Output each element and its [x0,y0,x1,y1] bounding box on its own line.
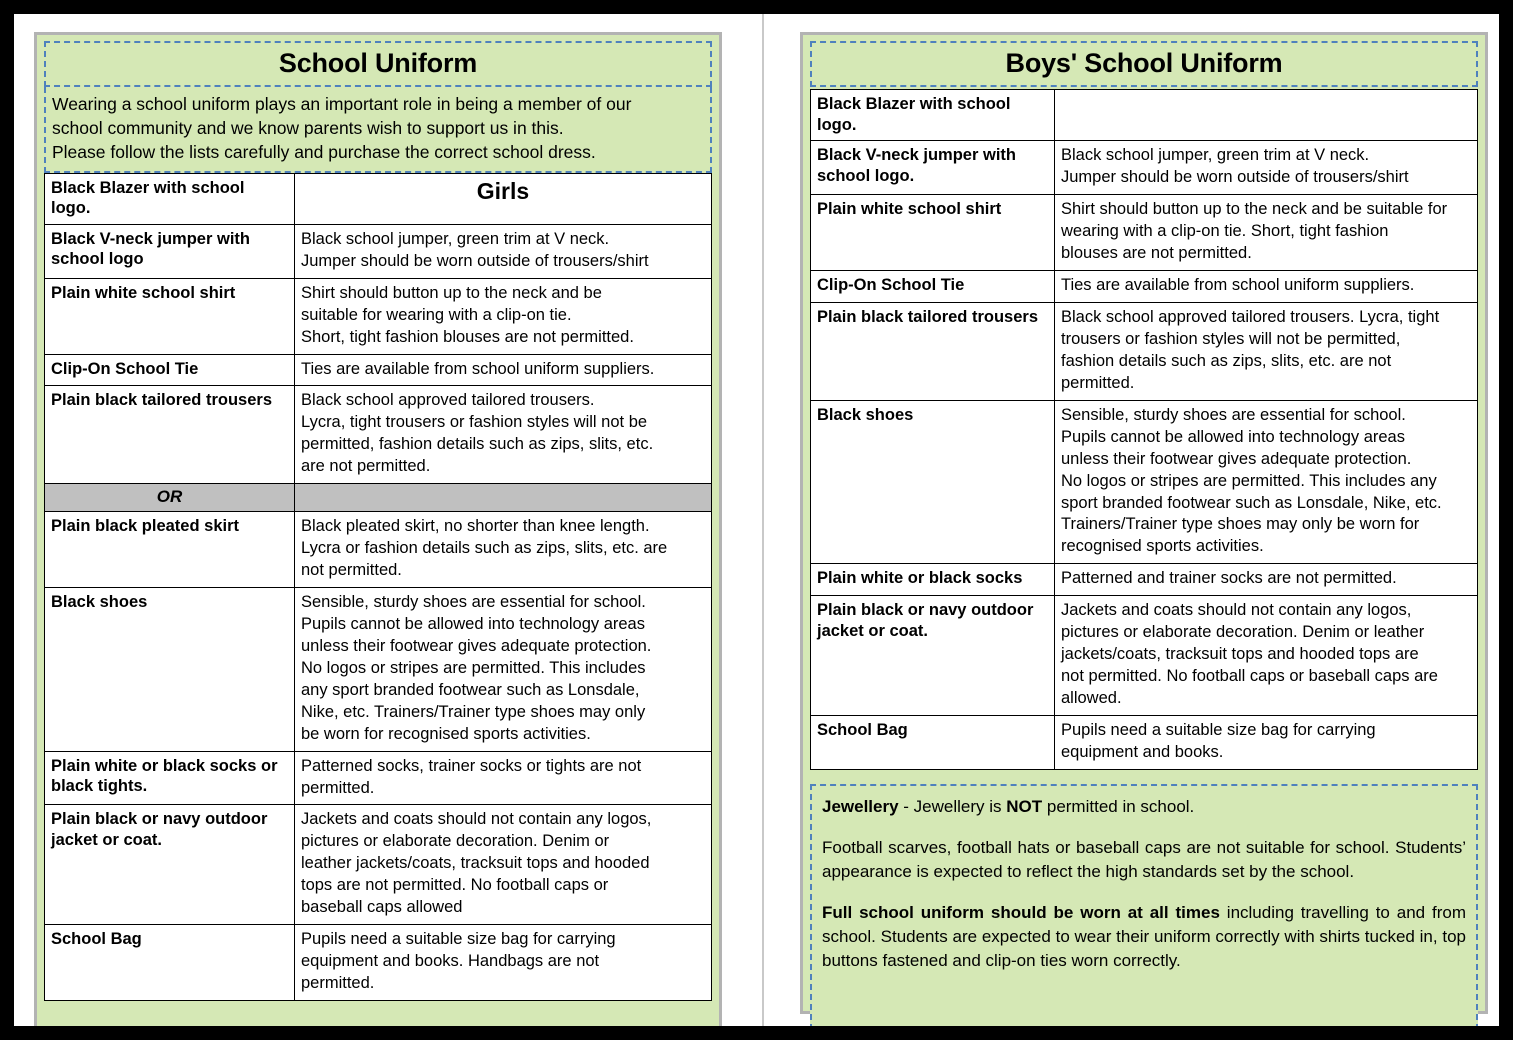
table-row [45,386,712,484]
description-line: baseball caps allowed [301,898,463,917]
uniform-description-text [301,592,705,746]
description-line: jackets/coats, tracksuit tops and hooded tops are [1061,645,1419,664]
description-line: be worn for recognised sports activities. [301,724,591,743]
description-line: suitable for wearing with a clip-on tie. [301,305,572,324]
full-uniform-bold: Full school uniform should be worn at all times [822,903,1220,923]
uniform-item-cell [45,588,295,752]
uniform-description-text [1061,720,1471,764]
uniform-item-cell [45,925,295,1001]
description-line: Pupils need a suitable size bag for carrying [301,930,616,949]
description-line: Ties are available from school uniform suppliers. [301,359,655,378]
table-row [45,588,712,752]
left-panel-title: School Uniform [278,48,478,78]
table-row [45,354,712,386]
uniform-description-cell [295,224,712,278]
table-row [45,224,712,278]
description-line: Jackets and coats should not contain any logos, [1061,601,1412,620]
jewellery-not: NOT [1006,796,1043,816]
uniform-item-label: Black shoes [817,405,914,424]
uniform-item-label: Black Blazer with school logo. [817,95,1011,134]
uniform-item-cell [45,224,295,278]
uniform-description-cell [295,386,712,484]
uniform-description-cell [1055,141,1478,195]
uniform-item-cell [45,278,295,354]
description-line: Jumper should be worn outside of trousers/shirt [1061,168,1409,187]
description-line: Pupils cannot be allowed into technology areas [1061,427,1405,446]
uniform-item-label: Plain white school shirt [51,283,236,302]
description-line: permitted, fashion details such as zips, slits, etc. [301,435,654,454]
intro-paragraph-box [44,87,712,172]
description-line: Lycra or fashion details such as zips, slits, etc. are [301,539,668,558]
uniform-item-cell [811,141,1055,195]
uniform-description-cell [1055,195,1478,271]
uniform-description-cell [295,512,712,588]
table-row [45,751,712,805]
description-line: No logos or stripes are permitted. This includes [301,658,646,677]
uniform-item-label: Plain black or navy outdoor jacket or coat. [51,810,268,850]
description-line: Black school approved tailored trousers. [301,391,595,410]
uniform-description-cell [295,751,712,805]
table-row [45,512,712,588]
girls-column-heading: Girls [476,177,530,204]
description-line: wearing with a clip-on tie. Short, tight fashion [1061,222,1389,241]
uniform-description-text [1061,199,1471,265]
table-row [45,484,712,512]
description-line: recognised sports activities. [1061,537,1264,556]
description-line: unless their footwear gives adequate protection. [1061,449,1412,468]
full-uniform-rest: including travelling to and from school. Students are expected to wear their uniform correctly with shirts tucked in, top buttons fastened and clip-on ties worn correctly. [822,903,1467,971]
description-line: Jackets and coats should not contain any logos, [301,810,652,829]
table-row [811,596,1478,716]
uniform-description-text [301,516,705,582]
uniform-description-text [301,283,705,349]
description-line: Black school approved tailored trousers. Lycra, tight [1061,308,1440,327]
jewellery-note [822,795,1466,819]
intro-line: Please follow the lists carefully and purchase the correct school dress. [52,142,596,163]
description-line: Trainers/Trainer type shoes may only be worn for [1061,515,1420,534]
uniform-description-text [301,229,705,273]
uniform-description-text [301,809,705,919]
uniform-item-label: Plain black pleated skirt [51,517,239,536]
table-row [45,925,712,1001]
uniform-description-cell [1055,271,1478,303]
right-panel-title-box [810,41,1478,87]
uniform-description-cell [295,588,712,752]
uniform-item-cell [811,715,1055,769]
boys-uniform-table [810,89,1478,770]
uniform-description-cell [1055,564,1478,596]
uniform-description-text [301,929,705,995]
description-line: not permitted. No football caps or baseball caps are [1061,667,1438,686]
uniform-item-cell [45,386,295,484]
girls-uniform-table [44,173,712,1001]
description-line: Black school jumper, green trim at V neck. [1061,146,1370,165]
uniform-item-cell [811,596,1055,716]
description-line: any sport branded footwear such as Lonsdale, [301,680,640,699]
description-line: pictures or elaborate decoration. Denim or leather [1061,623,1425,642]
description-line: No logos or stripes are permitted. This includes any [1061,471,1437,490]
table-row [811,195,1478,271]
uniform-description-text [1061,568,1471,590]
uniform-item-label: Black shoes [51,593,148,612]
description-line: Jumper should be worn outside of trousers/shirt [301,251,649,270]
uniform-description-text [301,756,705,800]
uniform-description-cell [1055,715,1478,769]
uniform-item-label: School Bag [817,720,908,739]
jewellery-mid: - Jewellery is [898,796,1007,816]
description-line: Nike, etc. Trainers/Trainer type shoes may only [301,702,646,721]
uniform-item-label: Plain white school shirt [817,200,1002,219]
description-line: Short, tight fashion blouses are not permitted. [301,327,634,346]
uniform-item-label: Plain black tailored trousers [51,391,272,410]
right-panel-inner [803,35,1485,1011]
left-table-wrapper [44,173,712,1001]
description-line: are not permitted. [301,457,431,476]
uniform-item-label: Black V-neck jumper with school logo. [817,146,1016,186]
description-line: unless their footwear gives adequate protection. [301,636,652,655]
uniform-item-label: Plain white or black socks or black tights. [51,756,278,796]
uniform-description-cell [1055,596,1478,716]
uniform-description-cell [295,278,712,354]
document-canvas [14,14,1499,1026]
uniform-item-cell [811,564,1055,596]
description-line: trousers or fashion styles will not be permitted, [1061,329,1401,348]
uniform-description-text [1061,275,1471,297]
uniform-description-text [1061,145,1471,189]
description-line: Sensible, sturdy shoes are essential for school. [301,593,646,612]
uniform-item-label: Black Blazer with school logo. [51,178,245,218]
table-row [811,400,1478,564]
uniform-item-label: Clip-On School Tie [51,359,199,378]
uniform-item-cell [45,512,295,588]
uniform-description-cell [295,354,712,386]
jewellery-notes-box [810,784,1478,1030]
description-line: leather jackets/coats, tracksuit tops and hooded [301,854,650,873]
description-line: Ties are available from school uniform suppliers. [1061,276,1415,295]
uniform-item-label: Plain black tailored trousers [817,308,1038,327]
description-line: equipment and books. Handbags are not [301,952,600,971]
table-row [45,805,712,925]
description-line: allowed. [1061,689,1122,708]
description-line: not permitted. [301,561,402,580]
description-line: Patterned socks, trainer socks or tights are not [301,756,642,775]
description-line: Pupils need a suitable size bag for carrying [1061,720,1376,739]
or-separator-cell-empty [295,484,712,512]
description-line: sport branded footwear such as Lonsdale, Nike, etc. [1061,493,1442,512]
table-row [45,278,712,354]
uniform-description-text [301,390,705,478]
uniform-item-cell [811,400,1055,564]
uniform-item-label: Black V-neck jumper with school logo [51,229,250,269]
description-line: Pupils cannot be allowed into technology areas [301,614,645,633]
left-panel-inner [37,35,719,1029]
table-row [811,715,1478,769]
uniform-item-cell [811,303,1055,401]
left-panel-title-box [44,41,712,87]
uniform-item-cell [811,90,1055,141]
uniform-description-text [301,359,705,381]
table-row [811,141,1478,195]
jewellery-label: Jewellery [822,796,899,816]
page-separator-divider [762,14,764,1026]
description-line: permitted. [301,778,375,797]
uniform-item-cell [45,354,295,386]
description-line: Shirt should button up to the neck and be [301,283,602,302]
uniform-item-label: Plain white or black socks [817,569,1023,588]
description-line: Patterned and trainer socks are not permitted. [1061,569,1397,588]
uniform-item-cell [811,195,1055,271]
right-panel-title: Boys' School Uniform [1005,48,1283,78]
or-label: OR [156,487,183,507]
intro-line: Wearing a school uniform plays an important role in being a member of our [52,94,632,115]
description-line: Lycra, tight trousers or fashion styles will not be [301,413,648,432]
description-line: permitted. [1061,373,1135,392]
description-line: fashion details such as zips, slits, etc. are not [1061,351,1392,370]
uniform-item-cell [45,173,295,224]
description-line: Black pleated skirt, no shorter than knee length. [301,517,650,536]
uniform-item-cell [45,751,295,805]
uniform-description-cell [295,805,712,925]
table-row [811,90,1478,141]
description-line: tops are not permitted. No football caps or [301,876,609,895]
description-line: pictures or elaborate decoration. Denim or [301,832,610,851]
uniform-description-cell [295,925,712,1001]
description-line: permitted. [301,974,375,993]
table-row [811,564,1478,596]
right-table-wrapper [810,89,1478,770]
description-line: blouses are not permitted. [1061,244,1252,263]
left-panel-school-uniform [34,32,722,1032]
uniform-description-cell [1055,303,1478,401]
uniform-item-cell [811,271,1055,303]
description-line: Shirt should button up to the neck and be suitable for [1061,200,1448,219]
jewellery-end: permitted in school. [1042,796,1195,816]
appearance-note: Football scarves, football hats or baseball caps are not suitable for school. Students’ appearance is expected to reflect the high standards set by the school. [822,837,1466,882]
uniform-description-text [1061,307,1471,395]
table-row [811,271,1478,303]
uniform-item-label: Clip-On School Tie [817,276,965,295]
or-separator-cell [45,484,295,512]
uniform-item-label: School Bag [51,930,142,949]
description-line: equipment and books. [1061,742,1224,761]
table-row [45,173,712,224]
uniform-description-cell [1055,400,1478,564]
intro-line: school community and we know parents wish to support us in this. [52,118,564,139]
right-panel-boys-school-uniform [800,32,1488,1014]
uniform-item-cell [45,805,295,925]
uniform-description-cell [1055,90,1478,141]
uniform-description-text [1061,600,1471,710]
full-uniform-note [822,901,1466,973]
description-line: Sensible, sturdy shoes are essential for school. [1061,405,1406,424]
uniform-description-text [1061,405,1471,559]
table-row [811,303,1478,401]
uniform-item-label: Plain black or navy outdoor jacket or coat. [817,601,1034,640]
description-line: Black school jumper, green trim at V neck. [301,229,610,248]
uniform-description-cell [295,173,712,224]
